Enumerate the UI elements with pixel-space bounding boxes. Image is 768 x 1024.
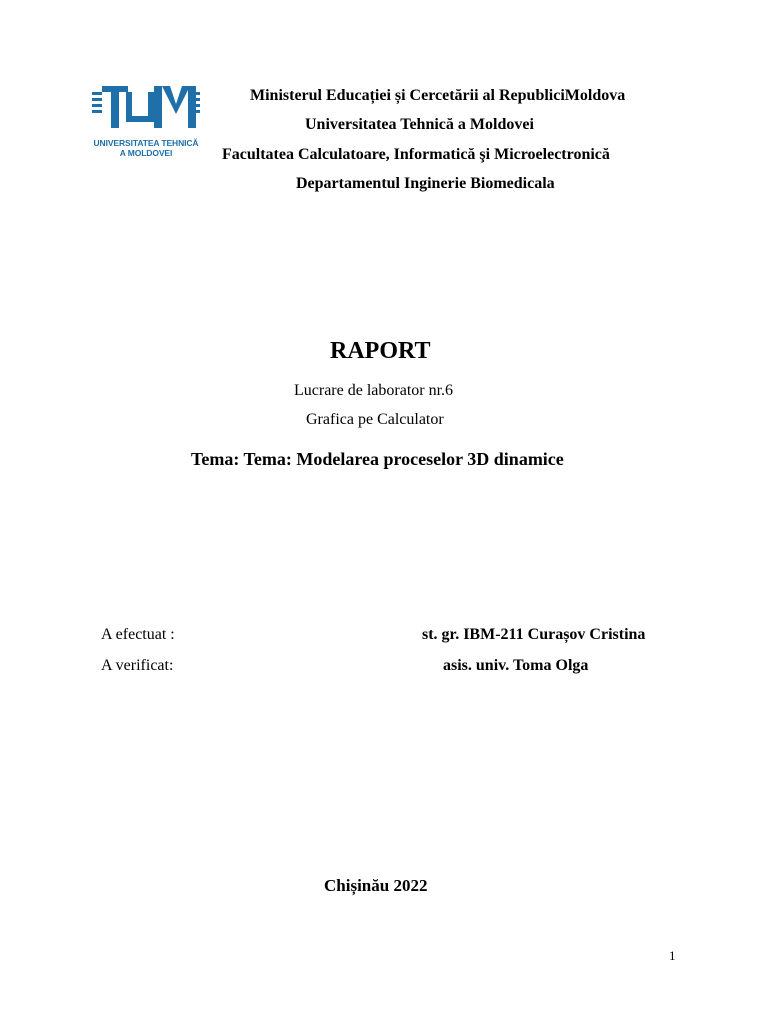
department-name: Departamentul Inginerie Biomedicala	[296, 175, 555, 192]
done-by-value: st. gr. IBM-211 Curașov Cristina	[422, 626, 646, 643]
university-name: Universitatea Tehnică a Moldovei	[305, 116, 534, 133]
done-by-label: A efectuat :	[101, 626, 175, 643]
ministry-name: Ministerul Educației și Cercetării al RepubliciMoldova	[250, 87, 626, 104]
report-title: RAPORT	[330, 338, 431, 364]
course-name: Grafica pe Calculator	[306, 411, 444, 428]
logo-caption-line2: A MOLDOVEI	[119, 148, 173, 158]
faculty-name: Facultatea Calculatoare, Informatică şi Microelectronică	[222, 146, 610, 163]
lab-number: Lucrare de laborator nr.6	[294, 382, 454, 399]
report-theme: Tema: Tema: Modelarea proceselor 3D dinamice	[191, 449, 564, 469]
university-logo	[90, 84, 202, 168]
utm-emblem-icon	[90, 84, 202, 138]
logo-caption	[90, 138, 202, 158]
logo-caption-line1: UNIVERSITATEA TEHNICĂ	[93, 138, 199, 148]
checked-by-value: asis. univ. Toma Olga	[443, 657, 589, 674]
page-number: 1	[669, 948, 676, 963]
city-year: Chișinău 2022	[324, 876, 428, 895]
checked-by-label: A verificat:	[101, 657, 174, 674]
